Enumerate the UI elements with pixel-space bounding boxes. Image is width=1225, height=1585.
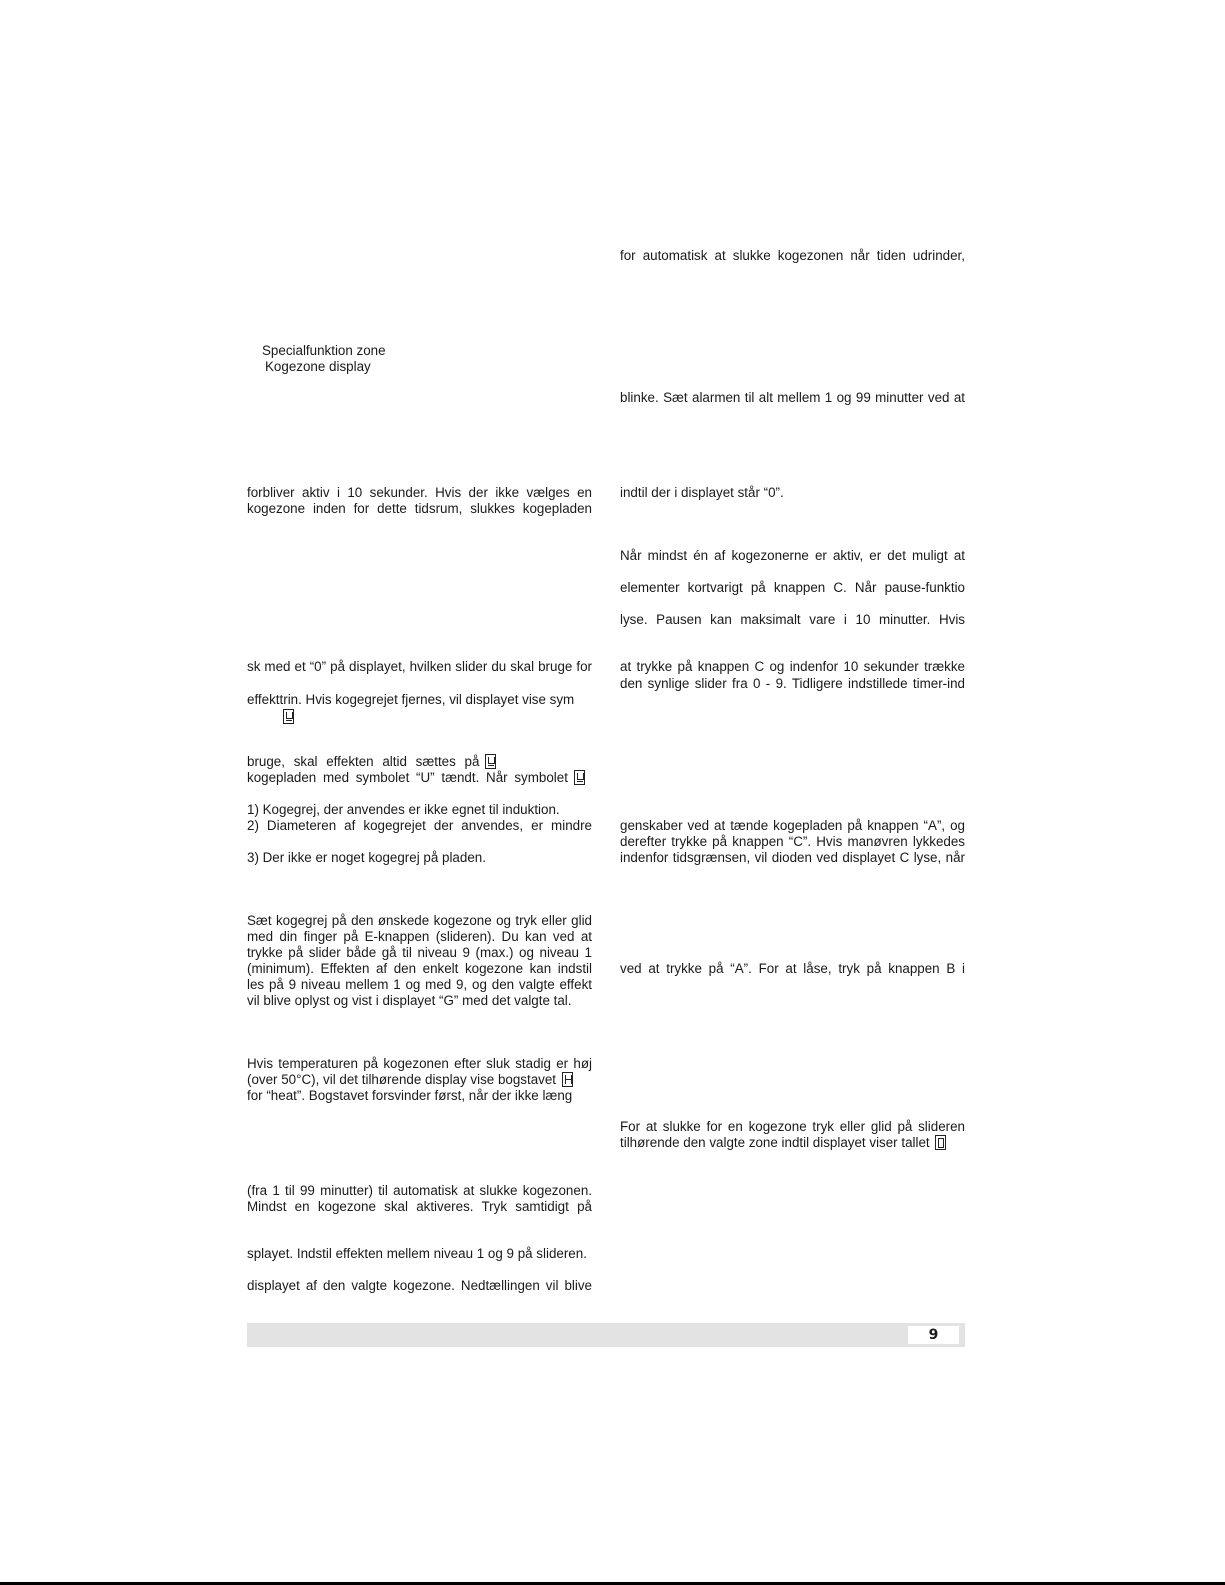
lcd-zero-icon [935,1135,946,1150]
text-line: den synlige slider fra 0 - 9. Tidligere indstillede timer-ind [620,676,965,691]
text-line: Når mindst én af kogezonerne er aktiv, er det muligt at [620,548,965,563]
text-line: les på 9 niveau mellem 1 og med 9, og den valgte effekt [247,977,592,992]
text-line: Sæt kogegrej på den ønskede kogezone og tryk eller glid [247,913,592,928]
text-line: (minimum). Effekten af den enkelt kogezone kan indstil [247,961,592,976]
text-line: indenfor tidsgrænsen, vil dioden ved displayet C lyse, når [620,850,965,865]
text-line: indtil der i displayet står “0”. [620,485,784,500]
text-line: forbliver aktiv i 10 sekunder. Hvis der ikke vælges en [247,485,592,500]
text-line-content: bruge, skal effekten altid sættes på [247,754,480,769]
label-cooking-zone-display: Kogezone display [265,359,371,374]
lcd-h-heat-icon [562,1072,573,1087]
text-line: genskaber ved at tænde kogepladen på knappen “A”, og [620,818,965,833]
text-line: (fra 1 til 99 minutter) til automatisk at slukke kogezonen. [247,1183,592,1198]
text-line: Mindst en kogezone skal aktiveres. Tryk samtidigt på [247,1199,592,1214]
text-line: for “heat”. Bogstavet forsvinder først, når der ikke læng [247,1088,573,1103]
text-line [247,1072,573,1088]
text-line-content: kogepladen med symbolet “U” tændt. Når symbolet [247,770,568,785]
text-line [247,770,585,786]
page-number: 9 [908,1326,959,1344]
text-line: kogezone inden for dette tidsrum, slukkes kogepladen [247,501,592,516]
text-line: 1) Kogegrej, der anvendes er ikke egnet til induktion. [247,802,560,817]
footer-bar [247,1323,965,1347]
text-line-content: tilhørende den valgte zone indtil displayet viser tallet [620,1135,930,1150]
text-line: displayet af den valgte kogezone. Nedtællingen vil blive [247,1278,592,1293]
text-line: vil blive oplyst og vist i displayet “G” med det valgte tal. [247,993,572,1008]
lcd-u-symbol-icon [485,754,496,769]
text-line [620,1135,946,1151]
label-special-function: Specialfunktion zone [262,343,386,358]
text-line: lyse. Pausen kan maksimalt vare i 10 minutter. Hvis [620,612,965,627]
text-line: effekttrin. Hvis kogegrejet fjernes, vil displayet vise sym [247,692,575,707]
text-line: sk med et “0” på displayet, hvilken slider du skal bruge for [247,659,592,674]
text-line: elementer kortvarigt på knappen C. Når pause-funktio [620,580,965,595]
text-line: 3) Der ikke er noget kogegrej på pladen. [247,850,486,865]
text-line: blinke. Sæt alarmen til alt mellem 1 og 99 minutter ved at [620,390,965,405]
text-line: trykke på slider både gå til niveau 9 (max.) og niveau 1 [247,945,592,960]
text-line: med din finger på E-knappen (slideren). Du kan ved at [247,929,592,944]
text-line: splayet. Indstil effekten mellem niveau 1 og 9 på slideren. [247,1246,587,1261]
text-line: for automatisk at slukke kogezonen når tiden udrinder, [620,248,965,263]
lcd-u-symbol-icon [574,770,585,785]
text-line: ved at trykke på “A”. For at låse, tryk på knappen B i [620,961,965,976]
text-line: derefter trykke på knappen “C”. Hvis manøvren lykkedes [620,834,965,849]
text-line: 2) Diameteren af kogegrejet der anvendes, er mindre [247,818,592,833]
text-line: at trykke på knappen C og indenfor 10 sekunder trække [620,659,965,674]
text-line-content: (over 50°C), vil det tilhørende display vise bogstavet [247,1072,557,1087]
text-line: For at slukke for en kogezone tryk eller glid på slideren [620,1119,965,1134]
text-line: Hvis temperaturen på kogezonen efter sluk stadig er høj [247,1056,592,1071]
text-line [247,754,496,770]
lcd-u-symbol-icon [283,709,294,724]
